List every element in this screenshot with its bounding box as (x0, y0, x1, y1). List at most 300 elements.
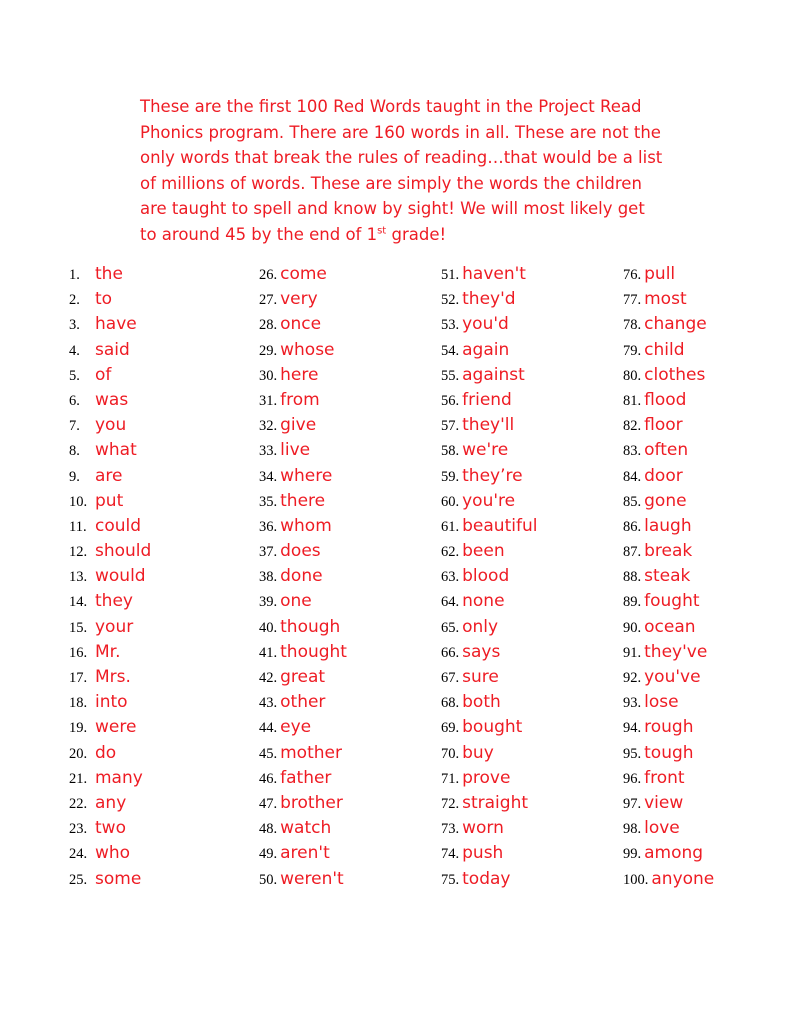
word-list-item (441, 667, 537, 692)
red-word: brother (280, 792, 343, 813)
word-list-item (69, 289, 151, 314)
word-list-item (441, 869, 537, 894)
word-list-item (69, 466, 151, 491)
word-list-item (259, 667, 347, 692)
word-list-item (259, 314, 347, 339)
red-word: they'd (462, 289, 516, 310)
word-list-item (259, 264, 347, 289)
item-number: 49. (259, 846, 278, 863)
item-number: 2. (69, 292, 80, 309)
word-list-item (441, 617, 537, 642)
word-list-item (69, 869, 151, 894)
red-word: here (280, 364, 319, 385)
item-number: 32. (259, 418, 278, 435)
item-number: 53. (441, 317, 460, 334)
word-list (0, 264, 791, 904)
word-list-item (623, 264, 714, 289)
red-word: watch (280, 818, 332, 839)
word-list-item (69, 314, 151, 339)
red-word: weren't (280, 868, 344, 889)
item-number: 62. (441, 544, 460, 561)
intro-paragraph (140, 94, 700, 247)
red-word: worn (462, 818, 504, 839)
word-column-2 (259, 264, 347, 894)
word-list-item (259, 743, 347, 768)
red-word: many (95, 767, 143, 788)
word-list-item (623, 818, 714, 843)
item-number: 38. (259, 569, 278, 586)
red-word: though (280, 616, 341, 637)
red-word: pull (644, 264, 676, 284)
item-number: 67. (441, 670, 460, 686)
word-list-item (259, 415, 347, 440)
red-word: to (95, 289, 113, 310)
word-list-item (623, 566, 714, 591)
word-column-3 (441, 264, 537, 894)
red-word: again (462, 339, 510, 360)
word-list-item (623, 667, 714, 692)
intro-line-text: grade! (386, 224, 447, 244)
word-list-item (623, 365, 714, 390)
red-word: change (644, 314, 707, 335)
word-column-1 (69, 264, 151, 894)
item-number: 87. (623, 544, 642, 561)
word-list-item (441, 440, 537, 465)
red-word: would (95, 566, 146, 587)
word-list-item (69, 667, 151, 692)
red-word: straight (462, 792, 529, 813)
item-number: 76. (623, 267, 642, 283)
item-number: 11. (69, 518, 87, 535)
word-list-item (259, 466, 347, 491)
item-number: 3. (69, 317, 80, 334)
red-word: said (95, 339, 130, 360)
word-list-item (69, 717, 151, 742)
word-list-item (441, 843, 537, 868)
item-number: 8. (69, 443, 80, 460)
item-number: 96. (623, 770, 642, 787)
word-list-item (623, 340, 714, 365)
item-number: 63. (441, 569, 460, 586)
red-word: haven't (462, 264, 526, 284)
red-word: says (462, 641, 501, 662)
item-number: 9. (69, 468, 80, 485)
word-list-item (69, 365, 151, 390)
item-number: 69. (441, 720, 460, 737)
item-number: 15. (69, 619, 88, 636)
word-list-item (441, 793, 537, 818)
red-word: ocean (644, 616, 696, 637)
word-list-item (623, 642, 714, 667)
item-number: 34. (259, 468, 278, 485)
red-word: been (462, 541, 505, 562)
item-number: 81. (623, 392, 642, 409)
word-list-item (441, 591, 537, 616)
word-list-item (623, 692, 714, 717)
red-word: buy (462, 742, 494, 763)
red-word: love (644, 818, 680, 839)
word-list-item (623, 541, 714, 566)
word-list-item (259, 869, 347, 894)
red-word: into (95, 692, 128, 713)
word-list-item (441, 743, 537, 768)
red-word: was (95, 389, 129, 410)
item-number: 58. (441, 443, 460, 460)
word-list-item (259, 591, 347, 616)
red-word: you're (462, 490, 516, 511)
word-list-item (69, 793, 151, 818)
red-word: Mr. (95, 641, 121, 662)
word-list-item (259, 365, 347, 390)
item-number: 98. (623, 821, 642, 838)
word-list-item (441, 390, 537, 415)
item-number: 83. (623, 443, 642, 460)
red-word: of (95, 364, 112, 385)
word-list-item (69, 390, 151, 415)
red-word: you've (644, 667, 701, 687)
item-number: 21. (69, 770, 88, 787)
red-word: you'd (462, 314, 509, 335)
red-word: does (280, 541, 321, 562)
item-number: 7. (69, 418, 80, 435)
red-word: other (280, 692, 326, 713)
word-list-item (69, 491, 151, 516)
item-number: 82. (623, 418, 642, 435)
red-word: anyone (651, 868, 715, 889)
red-word: thought (280, 641, 347, 662)
item-number: 99. (623, 846, 642, 863)
item-number: 72. (441, 795, 460, 812)
red-word: often (644, 440, 689, 461)
item-number: 19. (69, 720, 88, 737)
item-number: 36. (259, 518, 278, 535)
word-list-item (259, 340, 347, 365)
red-word: friend (462, 389, 512, 410)
red-word: mother (280, 742, 342, 763)
item-number: 27. (259, 292, 278, 309)
word-list-item (259, 717, 347, 742)
red-word: they (95, 591, 133, 612)
item-number: 22. (69, 795, 88, 812)
word-list-item (259, 390, 347, 415)
item-number: 88. (623, 569, 642, 586)
word-list-item (623, 289, 714, 314)
word-list-item (259, 843, 347, 868)
word-list-item (69, 617, 151, 642)
item-number: 4. (69, 342, 80, 359)
red-word: have (95, 314, 137, 335)
item-number: 30. (259, 367, 278, 384)
item-number: 28. (259, 317, 278, 334)
item-number: 45. (259, 745, 278, 762)
item-number: 75. (441, 871, 460, 888)
red-word: the (95, 264, 123, 284)
intro-line: only words that break the rules of reading…that would be a list (140, 148, 663, 167)
red-word: aren't (280, 843, 330, 864)
red-word: live (280, 440, 311, 461)
red-word: both (462, 692, 501, 713)
item-number: 54. (441, 342, 460, 359)
red-word: door (644, 465, 683, 486)
item-number: 6. (69, 392, 80, 409)
word-list-item (623, 793, 714, 818)
word-list-item (259, 516, 347, 541)
item-number: 86. (623, 518, 642, 535)
word-list-item (69, 591, 151, 616)
word-list-item (441, 541, 537, 566)
word-list-item (69, 843, 151, 868)
word-list-item (623, 491, 714, 516)
red-word: among (644, 843, 704, 864)
red-word: they'll (462, 415, 515, 436)
item-number: 95. (623, 745, 642, 762)
red-word: there (280, 490, 326, 511)
red-word: blood (462, 566, 510, 587)
item-number: 56. (441, 392, 460, 409)
red-word: fought (644, 591, 700, 612)
word-list-item (69, 768, 151, 793)
red-word: your (95, 616, 134, 637)
word-list-item (259, 440, 347, 465)
item-number: 97. (623, 795, 642, 812)
item-number: 79. (623, 342, 642, 359)
red-word: they've (644, 641, 708, 662)
word-list-item (623, 869, 714, 894)
item-number: 43. (259, 695, 278, 712)
word-list-item (441, 516, 537, 541)
item-number: 20. (69, 745, 88, 762)
red-word: are (95, 465, 123, 486)
item-number: 1. (69, 267, 80, 283)
red-word: who (95, 843, 131, 864)
item-number: 42. (259, 670, 278, 686)
word-list-item (259, 617, 347, 642)
word-list-item (69, 743, 151, 768)
intro-line-text: to around 45 by the end of 1 (140, 224, 378, 244)
item-number: 12. (69, 544, 88, 561)
red-word: bought (462, 717, 523, 738)
word-list-item (259, 692, 347, 717)
item-number: 16. (69, 644, 88, 661)
word-list-item (441, 415, 537, 440)
item-number: 74. (441, 846, 460, 863)
red-word: prove (462, 767, 511, 788)
word-list-item (259, 768, 347, 793)
word-list-item (623, 617, 714, 642)
red-word: steak (644, 566, 691, 587)
word-list-item (441, 289, 537, 314)
word-list-item (259, 289, 347, 314)
word-list-item (441, 818, 537, 843)
word-list-item (441, 314, 537, 339)
item-number: 70. (441, 745, 460, 762)
word-list-item (441, 365, 537, 390)
item-number: 68. (441, 695, 460, 712)
item-number: 65. (441, 619, 460, 636)
item-number: 10. (69, 493, 88, 510)
word-list-item (69, 264, 151, 289)
red-word: none (462, 591, 505, 612)
red-word: against (462, 364, 525, 385)
ordinal-suffix: st (377, 225, 387, 236)
item-number: 100. (623, 871, 649, 888)
item-number: 26. (259, 267, 278, 283)
intro-line (140, 222, 700, 248)
word-list-item (441, 642, 537, 667)
red-word: come (280, 264, 327, 284)
word-list-item (623, 843, 714, 868)
red-word: sure (462, 667, 499, 687)
word-list-item (623, 717, 714, 742)
word-list-item (259, 818, 347, 843)
item-number: 59. (441, 468, 460, 485)
item-number: 50. (259, 871, 278, 888)
red-word: floor (644, 415, 683, 436)
item-number: 78. (623, 317, 642, 334)
item-number: 52. (441, 292, 460, 309)
item-number: 17. (69, 670, 88, 686)
item-number: 18. (69, 695, 88, 712)
red-word: view (644, 792, 684, 813)
item-number: 25. (69, 871, 88, 888)
word-list-item (623, 440, 714, 465)
red-word: lose (644, 692, 679, 713)
word-list-item (441, 566, 537, 591)
red-word: only (462, 616, 499, 637)
red-word: great (280, 667, 326, 687)
word-list-item (259, 642, 347, 667)
item-number: 66. (441, 644, 460, 661)
red-word: done (280, 566, 323, 587)
item-number: 92. (623, 670, 642, 686)
item-number: 94. (623, 720, 642, 737)
red-word: once (280, 314, 322, 335)
word-list-item (259, 491, 347, 516)
word-list-item (69, 541, 151, 566)
red-word: what (95, 440, 137, 461)
red-word: push (462, 843, 504, 864)
item-number: 33. (259, 443, 278, 460)
item-number: 35. (259, 493, 278, 510)
word-list-item (623, 314, 714, 339)
item-number: 77. (623, 292, 642, 309)
word-list-item (441, 340, 537, 365)
word-column-4 (623, 264, 714, 894)
item-number: 64. (441, 594, 460, 611)
word-list-item (259, 793, 347, 818)
word-list-item (441, 491, 537, 516)
red-word: clothes (644, 364, 706, 385)
word-list-item (69, 692, 151, 717)
item-number: 39. (259, 594, 278, 611)
item-number: 31. (259, 392, 278, 409)
word-list-item (69, 415, 151, 440)
item-number: 5. (69, 367, 80, 384)
word-list-item (623, 466, 714, 491)
red-word: they’re (462, 465, 523, 486)
word-list-item (623, 743, 714, 768)
red-word: we're (462, 440, 509, 461)
item-number: 61. (441, 518, 460, 535)
item-number: 73. (441, 821, 460, 838)
red-word: two (95, 818, 126, 839)
red-word: break (644, 541, 693, 562)
red-word: Mrs. (95, 667, 131, 687)
item-number: 13. (69, 569, 88, 586)
word-list-item (441, 466, 537, 491)
red-word: very (280, 289, 318, 310)
word-list-item (623, 768, 714, 793)
red-word: where (280, 465, 333, 486)
word-list-item (69, 642, 151, 667)
word-list-item (623, 591, 714, 616)
red-word: some (95, 868, 142, 889)
item-number: 51. (441, 267, 460, 283)
red-word: whose (280, 339, 335, 360)
word-list-item (69, 818, 151, 843)
red-word: you (95, 415, 127, 436)
red-word: eye (280, 717, 312, 738)
red-word: child (644, 339, 685, 360)
word-list-item (259, 541, 347, 566)
word-list-item (441, 692, 537, 717)
red-word: any (95, 792, 127, 813)
red-word: beautiful (462, 515, 538, 536)
item-number: 85. (623, 493, 642, 510)
item-number: 37. (259, 544, 278, 561)
item-number: 55. (441, 367, 460, 384)
item-number: 41. (259, 644, 278, 661)
item-number: 23. (69, 821, 88, 838)
word-list-item (69, 516, 151, 541)
red-word: put (95, 490, 124, 511)
word-list-item (623, 415, 714, 440)
red-word: rough (644, 717, 694, 738)
word-list-item (441, 768, 537, 793)
red-word: tough (644, 742, 694, 763)
word-list-item (441, 717, 537, 742)
intro-line: These are the first 100 Red Words taught in the Project Read (140, 97, 642, 116)
item-number: 80. (623, 367, 642, 384)
item-number: 29. (259, 342, 278, 359)
item-number: 14. (69, 594, 88, 611)
item-number: 71. (441, 770, 460, 787)
red-word: from (280, 389, 320, 410)
word-list-item (69, 440, 151, 465)
word-list-item (69, 566, 151, 591)
word-list-item (69, 340, 151, 365)
red-word: laugh (644, 515, 692, 536)
item-number: 60. (441, 493, 460, 510)
red-word: gone (644, 490, 687, 511)
item-number: 24. (69, 846, 88, 863)
item-number: 84. (623, 468, 642, 485)
red-word: whom (280, 515, 332, 536)
word-list-item (623, 390, 714, 415)
red-word: one (280, 591, 312, 612)
item-number: 93. (623, 695, 642, 712)
red-word: today (462, 868, 511, 889)
red-word: front (644, 767, 685, 788)
item-number: 57. (441, 418, 460, 435)
intro-line: Phonics program. There are 160 words in all. These are not the (140, 122, 661, 142)
item-number: 89. (623, 594, 642, 611)
item-number: 48. (259, 821, 278, 838)
red-word: flood (644, 389, 687, 410)
item-number: 90. (623, 619, 642, 636)
red-word: were (95, 717, 137, 738)
word-list-item (259, 566, 347, 591)
